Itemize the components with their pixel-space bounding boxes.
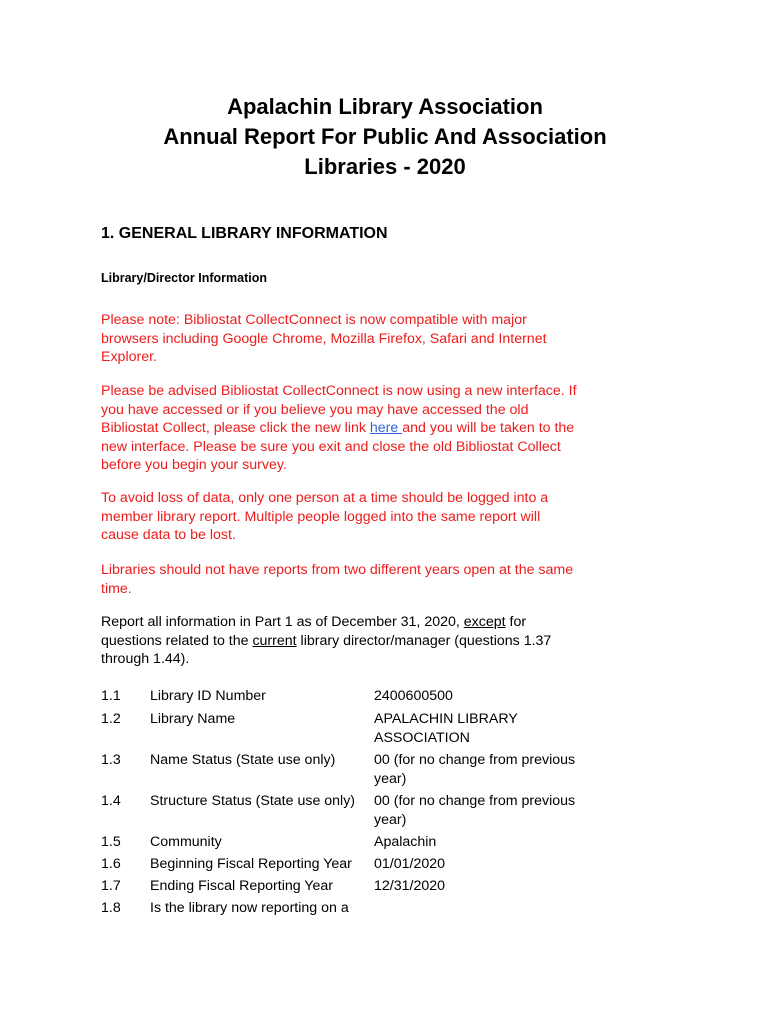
item-number: 1.5 xyxy=(101,834,121,850)
note-line: Please be advised Bibliostat CollectConnect is now using a new interface. If xyxy=(101,383,577,399)
item-number: 1.7 xyxy=(101,878,121,894)
note-line: member library report. Multiple people logged into the same report will xyxy=(101,508,541,525)
data-loss-note xyxy=(101,489,631,545)
value-line: year) xyxy=(374,811,407,828)
note-line: cause data to be lost. xyxy=(101,527,236,543)
value-line: 01/01/2020 xyxy=(374,856,446,872)
item-label: Library ID Number xyxy=(150,688,266,704)
value-line: Apalachin xyxy=(374,834,437,850)
value-line: year) xyxy=(374,770,407,787)
item-number: 1.4 xyxy=(101,793,121,809)
instruction-text: for xyxy=(505,614,527,630)
instruction-text: library director/manager (questions 1.37 xyxy=(296,632,552,649)
instruction-line: through 1.44). xyxy=(101,651,190,667)
value-line: 2400600500 xyxy=(374,688,453,704)
value-line: ASSOCIATION xyxy=(374,729,470,746)
report-instruction xyxy=(101,613,631,669)
item-value xyxy=(374,833,614,852)
note-line: you have accessed or if you believe you may have accessed the old xyxy=(101,401,529,418)
item-number: 1.3 xyxy=(101,752,121,768)
item-value xyxy=(374,855,614,874)
note-line: time. xyxy=(101,580,132,597)
item-value xyxy=(374,751,614,788)
value-line: 12/31/2020 xyxy=(374,878,446,894)
note-line: new interface. Please be sure you exit and close the old Bibliostat Collect xyxy=(101,438,561,455)
item-number: 1.2 xyxy=(101,711,121,727)
except-emphasis: except xyxy=(463,614,506,630)
value-line: APALACHIN LIBRARY xyxy=(374,711,518,727)
browser-compatibility-note xyxy=(101,311,631,367)
note-line: To avoid loss of data, only one person at a time should be logged into a xyxy=(101,490,549,506)
instruction-line xyxy=(101,613,631,632)
note-line: before you begin your survey. xyxy=(101,457,287,473)
current-emphasis: current xyxy=(252,632,297,649)
item-number: 1.1 xyxy=(101,688,121,704)
title-line-2: Annual Report For Public And Association xyxy=(163,124,607,149)
item-value xyxy=(374,710,614,747)
note-line: Libraries should not have reports from two different years open at the same xyxy=(101,562,574,578)
report-years-note xyxy=(101,561,631,598)
value-line: 00 (for no change from previous xyxy=(374,752,576,768)
instruction-text: questions related to the xyxy=(101,632,253,649)
new-interface-note xyxy=(101,382,631,475)
item-number: 1.6 xyxy=(101,856,121,872)
note-line: browsers including Google Chrome, Mozilla Firefox, Safari and Internet xyxy=(101,330,547,347)
item-value xyxy=(374,877,614,896)
item-label: Name Status (State use only) xyxy=(150,752,336,768)
item-number: 1.8 xyxy=(101,900,121,916)
instruction-line xyxy=(101,632,631,651)
item-label: Structure Status (State use only) xyxy=(150,793,356,809)
instruction-text: Report all information in Part 1 as of December 31, 2020, xyxy=(101,614,464,630)
item-label: Beginning Fiscal Reporting Year xyxy=(150,856,352,872)
title-line-1: Apalachin Library Association xyxy=(227,94,543,119)
note-text: and you will be taken to the xyxy=(402,420,575,436)
value-line: 00 (for no change from previous xyxy=(374,793,576,809)
note-text: Bibliostat Collect, please click the new link xyxy=(101,420,370,436)
section-heading: 1. GENERAL LIBRARY INFORMATION xyxy=(101,225,388,242)
item-label: Ending Fiscal Reporting Year xyxy=(150,878,333,894)
subsection-heading: Library/Director Information xyxy=(101,271,267,285)
note-line: Please note: Bibliostat CollectConnect is now compatible with major xyxy=(101,312,527,328)
item-label: Library Name xyxy=(150,711,236,727)
item-value xyxy=(374,792,614,829)
title-line-3: Libraries - 2020 xyxy=(304,154,466,179)
note-line: Explorer. xyxy=(101,349,157,365)
item-label: Community xyxy=(150,834,222,850)
note-line-with-link xyxy=(101,419,631,438)
here-link[interactable]: here xyxy=(369,420,403,436)
item-value xyxy=(374,687,614,706)
item-label: Is the library now reporting on a xyxy=(150,900,349,916)
document-title xyxy=(0,92,770,182)
